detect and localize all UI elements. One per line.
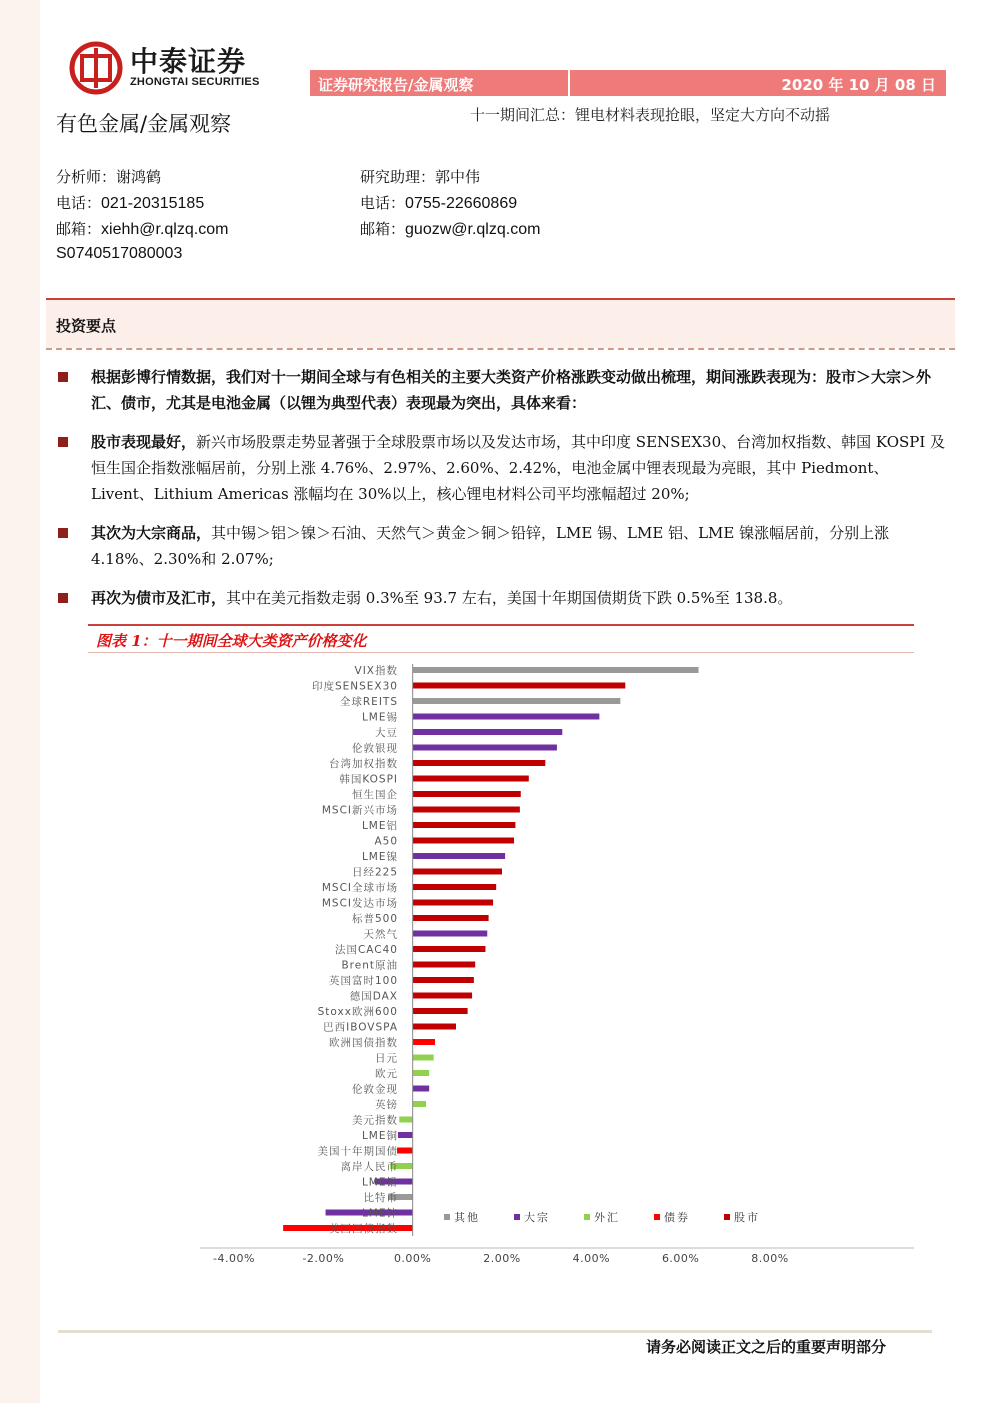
bullet-paragraph-2	[91, 429, 951, 507]
chart-category-label: MSCI新兴市场	[321, 804, 398, 817]
chart-tick-label: 6.00%	[661, 1252, 700, 1265]
chart-bar	[413, 1086, 430, 1092]
assistant-phone: 0755-22660869	[405, 195, 518, 212]
bullet-paragraph-1	[91, 364, 951, 416]
chart-legend-label: 大宗	[524, 1211, 550, 1224]
chart-legend-label: 债券	[664, 1211, 690, 1224]
chart-legend-swatch	[514, 1214, 520, 1220]
assistant-name: 郭中伟	[435, 168, 481, 186]
chart-category-label: 伦敦金现	[352, 1083, 398, 1096]
chart-bar	[413, 884, 497, 890]
analyst-phone-label: 电话：	[56, 194, 102, 212]
chart-bar	[413, 683, 626, 689]
chart-bar	[397, 1148, 413, 1154]
chart-category-label: LME锌	[361, 1207, 398, 1220]
bullet-square-icon	[58, 372, 68, 382]
assistant-name-label: 研究助理：	[360, 168, 436, 186]
chart-bar	[398, 1132, 413, 1138]
analyst-phone-row	[56, 192, 204, 213]
chart-category-label: LME铜	[361, 1130, 398, 1142]
chart-legend-label: 其他	[454, 1211, 480, 1224]
chart-category-label: 美国十年期国债	[317, 1145, 398, 1158]
chart-category-label: MSCI全球市场	[321, 882, 398, 894]
section-title: 投资要点	[56, 317, 117, 335]
chart-bar	[413, 900, 493, 906]
chart-bar	[413, 745, 557, 751]
bullet-square-icon	[58, 437, 68, 447]
chart-bar	[413, 714, 600, 720]
chart-category-label: 美元指数	[352, 1114, 398, 1127]
chart-bar	[413, 1101, 426, 1107]
bullet-lead: 再次为债市及汇市，	[91, 589, 227, 607]
chart-category-label: 英镑	[375, 1099, 398, 1111]
chart-bar	[413, 869, 502, 875]
chart-category-label: 印度SENSEX30	[311, 680, 398, 693]
chart-legend-swatch	[444, 1214, 450, 1220]
analyst-phone: 021-20315185	[101, 195, 205, 212]
analyst-name: 谢鸿鹤	[116, 168, 162, 186]
chart-category-label: 离岸人民币	[340, 1161, 398, 1173]
chart-bar	[413, 1055, 434, 1061]
chart-bar	[413, 1024, 456, 1030]
chart-category-label: 标普500	[351, 913, 398, 925]
analyst-name-row	[56, 166, 161, 187]
chart-legend-swatch	[724, 1214, 730, 1220]
chart-bar	[413, 822, 516, 828]
brand-name-cn: 中泰证券	[130, 45, 247, 78]
bullet-lead: 股市表现最好，	[91, 433, 197, 451]
chart-legend-swatch	[584, 1214, 590, 1220]
chart-bar	[413, 807, 520, 813]
assistant-name-row	[360, 166, 480, 187]
chart-bar	[399, 1117, 412, 1123]
chart-category-label: 比特币	[363, 1192, 398, 1204]
chart-category-label: LME铝	[361, 820, 398, 832]
chart-bar	[413, 791, 521, 797]
assistant-phone-label: 电话：	[360, 194, 406, 212]
bullet-text: 新兴市场股票走势显著强于全球股票市场以及发达市场，其中印度 SENSEX30、台湾加权指数、韩国 KOSPI 及恒生国企指数涨幅居前，分别上涨 4.76%、2.97%、2.60%、2.42%，电池金属中锂表现最为亮眼，其中 Piedmont、Livent、Lithium Americas 涨幅均在 30%以上，核心锂电材料公司平均涨幅超过 20%;	[91, 433, 946, 503]
chart-bar	[413, 1070, 430, 1076]
chart-category-label: Brent原油	[341, 959, 398, 972]
chart-category-label: 恒生国企	[352, 789, 398, 801]
bullet-paragraph-3	[91, 520, 951, 572]
bullet-text: 其中在美元指数走弱 0.3%至 93.7 左右，美国十年期国债期货下跌 0.5%至 138.8。	[226, 589, 793, 607]
footer-rule	[58, 1330, 932, 1333]
bullet-square-icon	[58, 528, 68, 538]
chart-tick-label: -4.00%	[213, 1252, 255, 1265]
chart-category-label: LME镍	[361, 851, 398, 863]
chart-category-label: 日元	[375, 1052, 398, 1065]
report-header-bar	[310, 70, 946, 96]
chart-category-label: 日经225	[351, 866, 398, 879]
chart-bar	[413, 962, 476, 968]
assistant-email-row	[360, 218, 540, 239]
section-dashed-rule	[46, 348, 955, 350]
chart-category-label: 美国国债指数	[329, 1223, 398, 1235]
chart-bar	[413, 698, 621, 704]
chart-bar	[413, 931, 488, 937]
bullet-text: 其中锡＞铝＞镍＞石油、天然气＞黄金＞铜＞铅锌，LME 锡、LME 铝、LME 镍涨幅居前，分别上涨 4.18%、2.30%和 2.07%;	[91, 524, 890, 568]
chart-category-label: 欧洲国债指数	[329, 1037, 398, 1049]
asset-change-bar-chart	[200, 660, 920, 1280]
analyst-cert-row	[56, 244, 182, 263]
chart-bar	[413, 838, 514, 844]
chart-category-label: VIX指数	[354, 665, 398, 677]
header-divider	[568, 70, 570, 96]
analyst-email[interactable]: xiehh@r.qlzq.com	[101, 221, 229, 238]
chart-bar	[413, 915, 489, 921]
brand-name-en: ZHONGTAI SECURITIES	[130, 76, 260, 88]
chart-category-label: A50	[374, 835, 398, 848]
report-type: 证券研究报告/金属观察	[318, 76, 474, 94]
chart-bar	[413, 853, 505, 859]
bullet-text: 根据彭博行情数据，我们对十一期间全球与有色相关的主要大类资产价格涨跌变动做出梳理，期间涨跌表现为：股市＞大宗＞外汇、债市，尤其是电池金属（以锂为典型代表）表现最为突出，具体来看：	[91, 368, 932, 412]
chart-category-label: 全球REITS	[339, 696, 398, 708]
analyst-cert: S0740517080003	[56, 245, 183, 262]
bullet-paragraph-4	[91, 585, 951, 611]
chart-legend-label: 股市	[734, 1211, 760, 1224]
figure-title-rule	[88, 652, 914, 653]
analyst-email-label: 邮箱：	[56, 220, 102, 238]
bullet-square-icon	[58, 593, 68, 603]
chart-category-label: 台湾加权指数	[329, 758, 398, 770]
analyst-email-row	[56, 218, 228, 239]
report-subtitle: 十一期间汇总：锂电材料表现抢眼，坚定大方向不动摇	[470, 106, 831, 124]
industry-title: 有色金属/金属观察	[56, 112, 232, 136]
chart-bar	[413, 667, 699, 673]
chart-legend-swatch	[654, 1214, 660, 1220]
chart-category-label: 伦敦银现	[352, 742, 398, 755]
chart-category-label: 韩国KOSPI	[339, 773, 398, 786]
chart-category-label: 欧元	[375, 1068, 398, 1080]
chart-bar	[413, 729, 563, 735]
chart-category-label: LME铅	[361, 1176, 398, 1189]
chart-category-label: 法国CAC40	[334, 944, 398, 956]
chart-bar	[413, 977, 474, 983]
chart-category-label: Stoxx欧洲600	[317, 1006, 398, 1018]
chart-bar	[413, 776, 529, 782]
chart-legend-label: 外汇	[594, 1211, 620, 1224]
chart-bar	[413, 993, 472, 999]
footer-disclaimer: 请务必阅读正文之后的重要声明部分	[646, 1338, 887, 1356]
chart-tick-label: 8.00%	[751, 1252, 789, 1265]
bullet-lead: 其次为大宗商品，	[91, 524, 212, 542]
assistant-email[interactable]: guozw@r.qlzq.com	[405, 221, 541, 238]
chart-category-label: 天然气	[363, 928, 398, 941]
chart-bar	[413, 1039, 435, 1045]
section-header-box	[46, 300, 955, 348]
figure-title: 图表 1：十一期间全球大类资产价格变化	[96, 632, 367, 650]
page-margin-strip	[0, 0, 40, 1403]
chart-category-label: 巴西IBOVSPA	[323, 1021, 398, 1034]
assistant-email-label: 邮箱：	[360, 220, 406, 238]
chart-bar	[413, 760, 546, 766]
chart-tick-label: 0.00%	[393, 1252, 432, 1265]
assistant-phone-row	[360, 192, 517, 213]
brand-logo-icon	[68, 40, 124, 96]
chart-tick-label: -2.00%	[302, 1252, 345, 1265]
chart-tick-label: 4.00%	[572, 1252, 611, 1265]
chart-category-label: 英国富时100	[328, 975, 398, 987]
chart-bar	[413, 1008, 468, 1014]
chart-tick-label: 2.00%	[483, 1252, 521, 1265]
chart-category-label: 德国DAX	[349, 990, 398, 1003]
figure-top-rule	[88, 624, 914, 626]
chart-category-label: LME锡	[361, 711, 398, 724]
analyst-name-label: 分析师：	[56, 168, 117, 186]
chart-category-label: 大豆	[375, 727, 398, 739]
chart-bar	[413, 946, 486, 952]
report-date: 2020 年 10 月 08 日	[781, 76, 936, 94]
chart-category-label: MSCI发达市场	[321, 897, 398, 910]
